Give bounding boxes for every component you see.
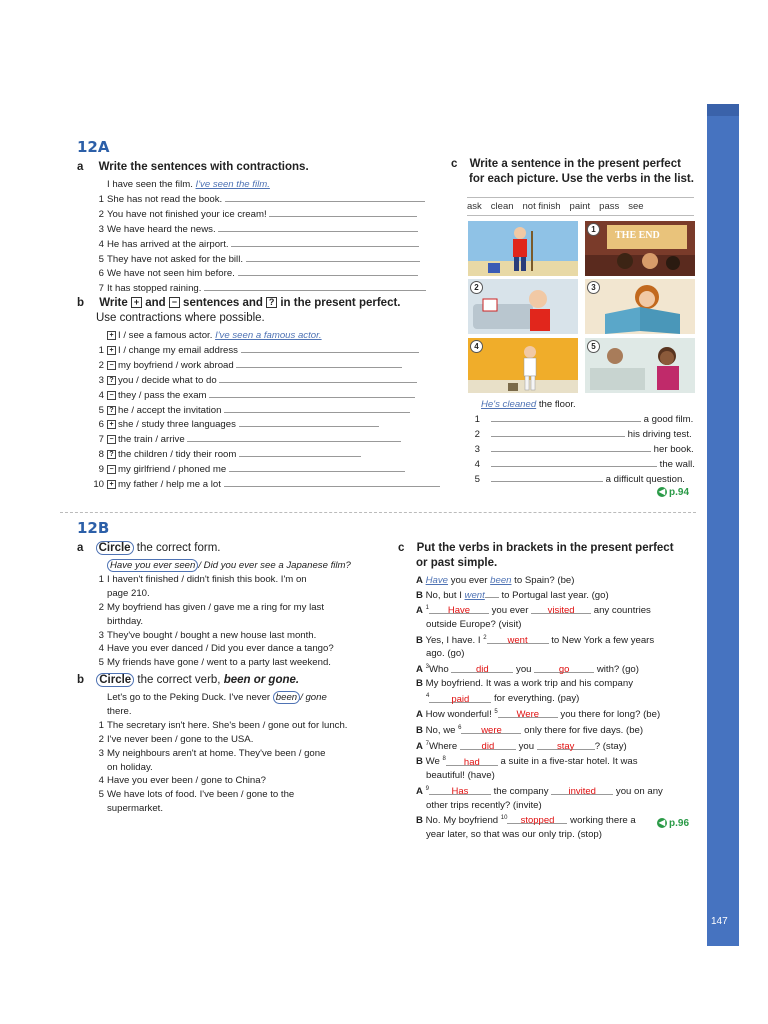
minus-icon: − [169, 297, 180, 308]
sign-icon: − [107, 435, 116, 444]
answer-line[interactable] [209, 388, 415, 398]
man-cleaning-floor-illustration [468, 221, 578, 276]
answer-line[interactable] [225, 192, 425, 202]
sign-icon: − [107, 465, 116, 474]
exercise-items [98, 178, 447, 296]
list-item: 5 My friends have gone / went to a party last weekend. [98, 657, 331, 669]
answer-text: invited [568, 786, 596, 797]
list-item: 4 Have you ever been / gone to China? [98, 775, 266, 787]
list-item: 5 They have not asked for the bill. [107, 252, 447, 267]
list-item: 1 a good film. [474, 413, 694, 425]
answer-text: Have [447, 605, 471, 617]
exercise-items: Have you ever seen / Did you ever see a Japanese film? 1 I haven't finished / didn't finish this book. I'm on page 210. 2 My boyfriend has given / gave me a ring for my last birthday. 3 They've bought / bought a new house last month. 4 Have you ever danced / Did you ever dance a tango? 5 My friends have gone / went to a party last weekend. [107, 559, 447, 670]
example-row: Have you ever seen / Did you ever see a Japanese film? [107, 559, 447, 573]
list-item: 4 Have you ever danced / Did you ever dance a tango? [98, 643, 334, 655]
answer-line[interactable] [269, 207, 417, 217]
exercise-items: Let's go to the Peking Duck. I've never been / gone there. 1 The secretary isn't here. She's been / gone out for lunch. 2 I've never been / gone to the USA. 3 My neighbours aren't at home. They've been / gone on holiday. 4 Have you ever been / gone to China? 5 We have lots of food. I've been / gone to the supermarket. [107, 691, 447, 816]
list-item: 2 − my boyfriend / work abroad [107, 358, 447, 373]
exercise-items [93, 329, 447, 492]
answer-line[interactable] [491, 427, 625, 437]
picture-3 [585, 279, 695, 334]
example-row: I have seen the film. I've seen the film. [107, 179, 270, 190]
exercise-subheading: Use contractions where possible. [96, 312, 265, 324]
answer-text: did [476, 664, 489, 676]
exercise-12a-c-items [469, 398, 697, 486]
list-item: 1 The secretary isn't here. She's been / gone out for lunch. [98, 719, 348, 731]
answer-text: went [507, 634, 528, 646]
list-item: 2 You have not finished your ice cream! [107, 207, 447, 222]
exercise-subheading: or past simple. [416, 557, 498, 569]
list-item: 6 + she / study three languages [107, 417, 447, 432]
answer-line[interactable] [236, 358, 402, 368]
film-end-sign: THE END [615, 230, 660, 241]
list-item: 4 the wall. [474, 458, 695, 470]
answer-text: Were [516, 709, 540, 721]
list-item: 9 − my girlfriend / phoned me [107, 462, 447, 477]
list-item: 2 My boyfriend has given / gave me a ring for my last [98, 601, 325, 613]
picture-4 [468, 338, 578, 393]
picture-number: 5 [587, 340, 600, 353]
sign-icon: − [107, 361, 116, 370]
page-sidebar [707, 104, 739, 946]
sign-icon: ? [107, 376, 116, 385]
answer-line[interactable] [219, 373, 417, 383]
exercise-12a-b [77, 296, 447, 492]
dialogue: A Have you ever been to Spain? (be) B No, but I went to Portugal last year. (go) A $^1$ Have you ever visited any countries outside Europe? (visit) B Yes, I have. I $^2$ went to New York a few years ago. (go) A $^3$Who did you go with? (go) B My boyfriend. It was a work trip and his company $^4$ paid for everything. (pay) A How wonderful! $^5$ Were you there for long? (be) B No, we $^6$ were only there for five days. (be) A $^7$Where did you stay ? (stay) B We $^8$ had a suite in a five-star hotel. It was beautiful! (have) A $^9$ Has the company invited you on any other trips recently? (invite) B No. My boyfriend $^{10}$ stopped working there a year later, so that was our only trip. (stop) [416, 575, 663, 840]
exercise-12b-b [77, 673, 447, 816]
list-item: 8 ? the children / tidy their room [107, 447, 447, 462]
list-item: 4 He has arrived at the airport. [107, 237, 447, 252]
answer-text: go [558, 664, 570, 676]
sign-icon: ? [107, 450, 116, 459]
exercise-heading: b Write + and − sentences and ? in the present perfect. [77, 297, 401, 309]
answer-text: stay [556, 740, 575, 752]
answer-line[interactable] [239, 417, 379, 427]
answer-line[interactable] [491, 472, 603, 482]
exercise-heading: c Write a sentence in the present perfect [451, 158, 681, 170]
answer-text: stopped [520, 815, 555, 827]
answer-line[interactable] [239, 447, 361, 457]
exercise-subheading: for each picture. Use the verbs in the list. [469, 173, 694, 185]
answer-line[interactable] [231, 237, 419, 247]
woman-reading-book-illustration [585, 279, 695, 334]
man-driving-test-illustration [468, 279, 578, 334]
list-item: 5 ? he / accept the invitation [107, 403, 447, 418]
page-reference: ◀ p.94 [658, 487, 690, 498]
answer-line[interactable] [218, 222, 418, 232]
page-reference: ◀ p.96 [658, 818, 690, 829]
list-item: 6 We have not seen him before. [107, 266, 447, 281]
sign-icon: + [107, 420, 116, 429]
exercise-12b-a [77, 541, 447, 670]
answer-line[interactable] [187, 432, 401, 442]
verb-list: ask clean not finish paint pass see [467, 197, 694, 216]
picture-number: 4 [470, 340, 483, 353]
unit-title-12b: 12B [77, 519, 110, 537]
list-item: 5 We have lots of food. I've been / gone to the [98, 789, 295, 801]
man-painting-wall-illustration [468, 338, 578, 393]
list-item: 2 I've never been / gone to the USA. [98, 733, 254, 745]
list-item: 2 his driving test. [474, 428, 692, 440]
list-item: 3 They've bought / bought a new house last month. [98, 629, 317, 641]
sign-icon: + [107, 331, 116, 340]
answer-line[interactable] [246, 252, 420, 262]
section-divider [60, 512, 696, 513]
woman-at-desk-illustration [585, 338, 695, 393]
question-icon: ? [266, 297, 277, 308]
plus-icon: + [131, 297, 142, 308]
sign-icon: + [107, 346, 116, 355]
list-item: 1 She has not read the book. [107, 192, 447, 207]
picture-1 [585, 221, 695, 276]
list-item: 3 her book. [474, 443, 694, 455]
arrow-icon: ◀ [658, 818, 666, 828]
exercise-heading: c Put the verbs in brackets in the present perfect [398, 542, 674, 554]
answer-line[interactable] [241, 343, 419, 353]
list-item: 1 + I / change my email address [107, 343, 447, 358]
example-row: He's cleaned the floor. [481, 399, 576, 410]
picture-number: 1 [587, 223, 600, 236]
answer-text: were [481, 725, 502, 737]
list-item: 10 + my father / help me a lot [107, 477, 447, 492]
picture-5 [585, 338, 695, 393]
answer-text: paid [451, 693, 470, 705]
answer-line[interactable] [491, 457, 657, 467]
answer-text: had [463, 756, 480, 768]
page-number: 147 [711, 916, 728, 927]
picture-number: 2 [470, 281, 483, 294]
unit-title-12a: 12A [77, 138, 110, 156]
list-item: 3 We have heard the news. [107, 222, 447, 237]
answer-text: visited [547, 605, 575, 617]
list-item: 7 − the train / arrive [107, 432, 447, 447]
example-row: Let's go to the Peking Duck. I've never been / gone [107, 692, 327, 703]
answer-text: did [481, 740, 495, 752]
exercise-12a-c [451, 157, 701, 187]
exercise-12b-c [398, 541, 703, 842]
exercise-heading: a Circle the correct form. [77, 542, 221, 554]
list-item: 7 It has stopped raining. [107, 281, 447, 296]
answer-line[interactable] [224, 403, 410, 413]
list-item: 5 a difficult question. [474, 473, 685, 485]
exercise-heading: b Circle the correct verb, been or gone. [77, 674, 300, 686]
list-item: 4 − they / pass the exam [107, 388, 447, 403]
answer-line[interactable] [229, 462, 405, 472]
answer-line[interactable] [491, 442, 651, 452]
list-item: 3 My neighbours aren't at home. They've been / gone [98, 747, 326, 759]
picture-2 [468, 279, 578, 334]
sign-icon: ? [107, 406, 116, 415]
sidebar-tab [707, 104, 739, 116]
answer-line[interactable] [491, 412, 641, 422]
sign-icon: − [107, 391, 116, 400]
answer-line[interactable] [238, 266, 418, 276]
answer-line[interactable] [224, 477, 440, 487]
picture-example [468, 221, 578, 276]
arrow-icon: ◀ [658, 487, 666, 497]
exercise-heading: a Write the sentences with contractions. [77, 161, 309, 173]
example-row: + I / see a famous actor. I've seen a famous actor. [107, 329, 447, 343]
answer-text: Has [451, 786, 469, 797]
answer-line[interactable] [204, 281, 426, 291]
sign-icon: + [107, 480, 116, 489]
picture-number: 3 [587, 281, 600, 294]
list-item: 1 I haven't finished / didn't finish this book. I'm on [98, 573, 307, 585]
list-item: 3 ? you / decide what to do [107, 373, 447, 388]
exercise-12a-a [77, 160, 447, 296]
